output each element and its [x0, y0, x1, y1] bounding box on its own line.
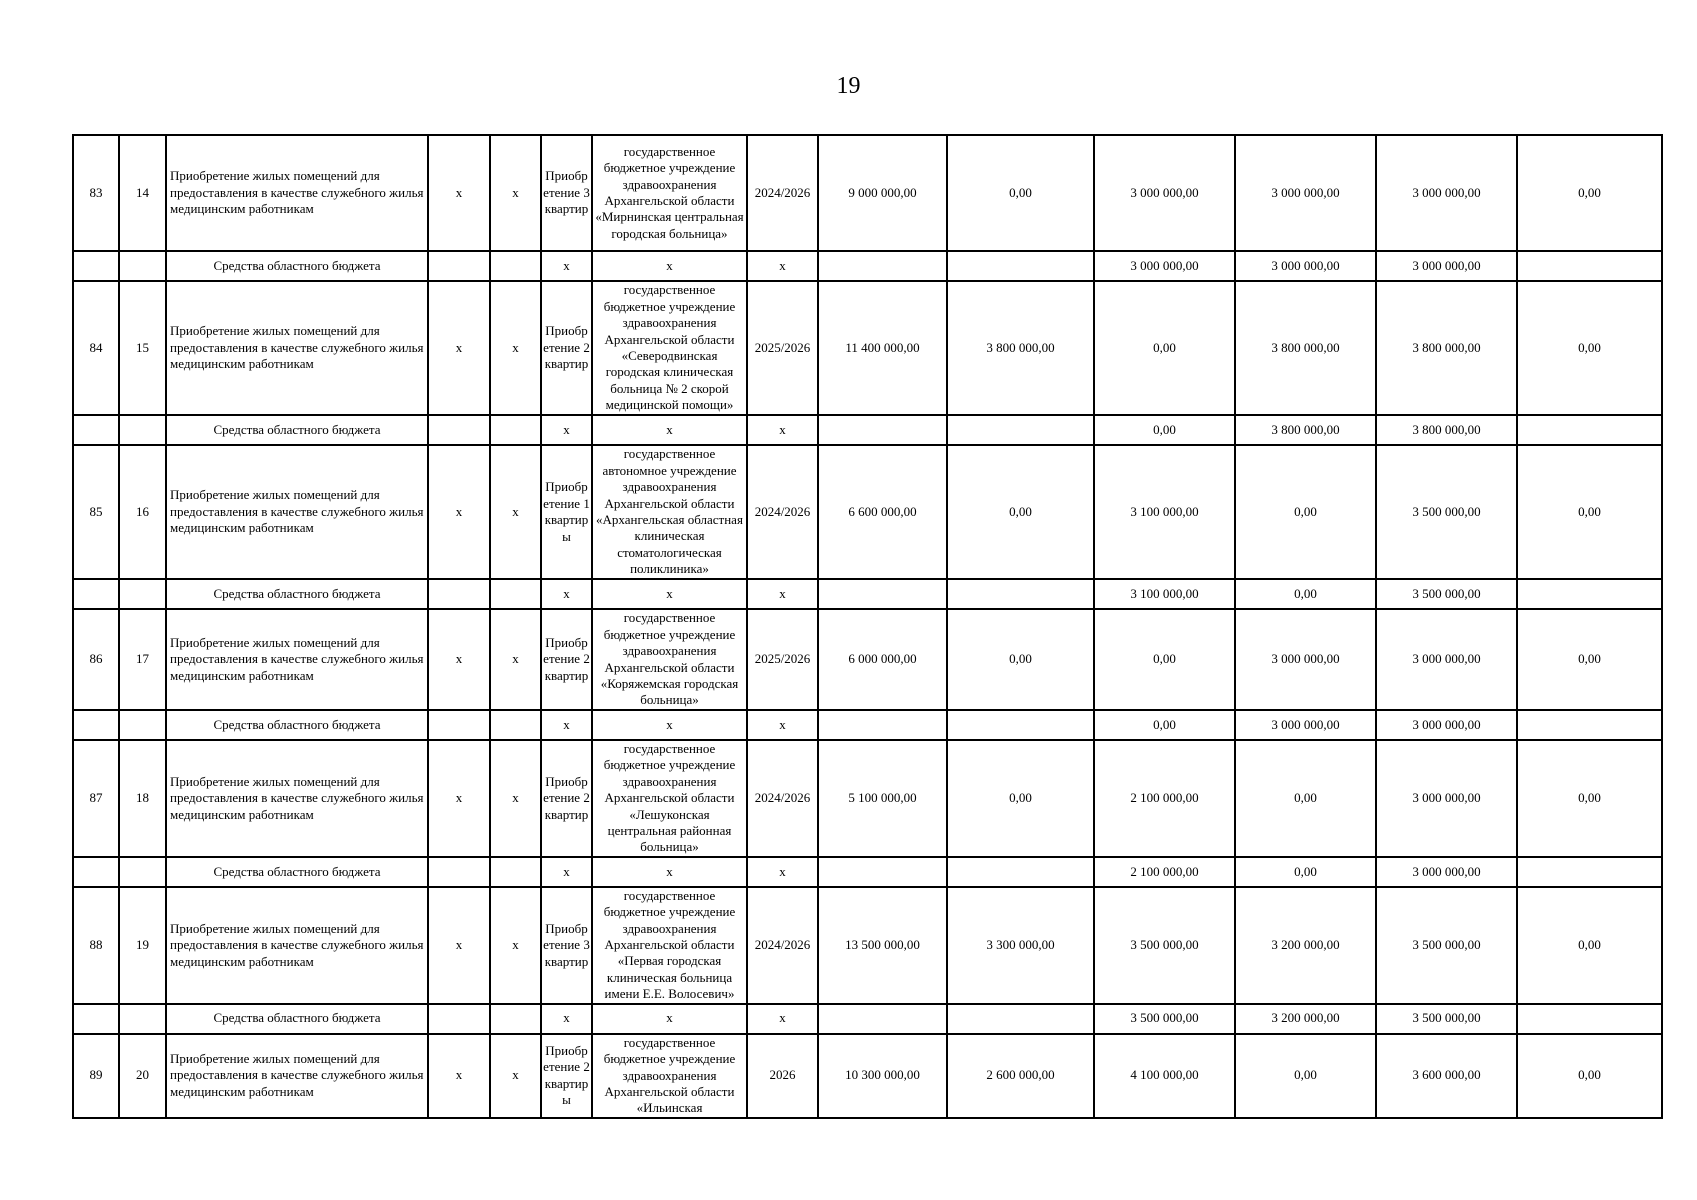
row-value-4: 3 800 000,00 [1376, 281, 1517, 415]
row-term: Приобретение 3 квартир [541, 887, 592, 1004]
row-value-5: 0,00 [1517, 609, 1662, 710]
table-row [73, 281, 1662, 415]
row-value-2: 2 100 000,00 [1094, 740, 1235, 857]
row-col4: х [490, 887, 541, 1004]
row-value-1: 3 800 000,00 [947, 281, 1094, 415]
subrow-value-2: 3 100 000,00 [1094, 579, 1235, 609]
row-organization: государственное бюджетное учреждение здравоохранения Архангельской области «Северодвинская городская клиническая больница № 2 скорой медицинской помощи» [592, 281, 747, 415]
subrow-value-3: 0,00 [1235, 857, 1376, 887]
row-name: Приобретение жилых помещений для предоставления в качестве служебного жилья медицинским работникам [166, 609, 428, 710]
row-years: 2024/2026 [747, 887, 818, 1004]
row-col4: х [490, 1034, 541, 1118]
row-years: 2026 [747, 1034, 818, 1118]
row-value-3: 3 000 000,00 [1235, 135, 1376, 251]
subrow-label: Средства областного бюджета [166, 579, 428, 609]
row-sub-number: 17 [119, 609, 166, 710]
row-col4: х [490, 609, 541, 710]
page-number: 19 [836, 73, 861, 99]
row-col4: х [490, 740, 541, 857]
row-organization: государственное бюджетное учреждение здравоохранения Архангельской области «Первая городская клиническая больница имени Е.Е. Волосевич» [592, 887, 747, 1004]
subrow-organization: х [592, 1004, 747, 1034]
row-total: 13 500 000,00 [818, 887, 947, 1004]
subrow-label: Средства областного бюджета [166, 710, 428, 740]
row-term: Приобретение 2 квартиры [541, 1034, 592, 1118]
row-number: 83 [73, 135, 119, 251]
row-value-4: 3 500 000,00 [1376, 887, 1517, 1004]
subrow-term: х [541, 251, 592, 281]
row-col3: х [428, 445, 490, 579]
row-col4: х [490, 135, 541, 251]
subrow-organization: х [592, 251, 747, 281]
subrow-label: Средства областного бюджета [166, 251, 428, 281]
subrow-term: х [541, 857, 592, 887]
table-row [73, 609, 1662, 710]
row-years: 2025/2026 [747, 281, 818, 415]
subrow-organization: х [592, 415, 747, 445]
program-table [72, 134, 1663, 1119]
row-value-2: 0,00 [1094, 281, 1235, 415]
row-total: 11 400 000,00 [818, 281, 947, 415]
subrow-value-2: 3 000 000,00 [1094, 251, 1235, 281]
subrow-value-2: 0,00 [1094, 415, 1235, 445]
row-value-5: 0,00 [1517, 1034, 1662, 1118]
table-row [73, 1034, 1662, 1118]
row-value-1: 3 300 000,00 [947, 887, 1094, 1004]
row-col4: х [490, 445, 541, 579]
row-value-1: 0,00 [947, 609, 1094, 710]
table-subrow [73, 710, 1662, 740]
row-value-3: 3 800 000,00 [1235, 281, 1376, 415]
row-organization: государственное бюджетное учреждение здравоохранения Архангельской области «Лешуконская центральная районная больница» [592, 740, 747, 857]
subrow-value-3: 0,00 [1235, 579, 1376, 609]
subrow-value-3: 3 200 000,00 [1235, 1004, 1376, 1034]
subrow-value-4: 3 000 000,00 [1376, 251, 1517, 281]
row-sub-number: 19 [119, 887, 166, 1004]
row-number: 89 [73, 1034, 119, 1118]
row-value-5: 0,00 [1517, 887, 1662, 1004]
row-name: Приобретение жилых помещений для предоставления в качестве служебного жилья медицинским работникам [166, 1034, 428, 1118]
subrow-value-3: 3 000 000,00 [1235, 710, 1376, 740]
row-years: 2024/2026 [747, 135, 818, 251]
row-number: 87 [73, 740, 119, 857]
row-total: 10 300 000,00 [818, 1034, 947, 1118]
table-subrow [73, 251, 1662, 281]
row-value-5: 0,00 [1517, 135, 1662, 251]
subrow-organization: х [592, 857, 747, 887]
row-col3: х [428, 609, 490, 710]
row-organization: государственное автономное учреждение здравоохранения Архангельской области «Архангельская областная клиническая стоматологическая поликлиника» [592, 445, 747, 579]
row-total: 6 600 000,00 [818, 445, 947, 579]
subrow-label: Средства областного бюджета [166, 857, 428, 887]
row-value-1: 0,00 [947, 445, 1094, 579]
subrow-organization: х [592, 710, 747, 740]
subrow-years: х [747, 415, 818, 445]
table-subrow [73, 857, 1662, 887]
row-value-1: 0,00 [947, 135, 1094, 251]
table-row [73, 135, 1662, 251]
subrow-value-4: 3 000 000,00 [1376, 710, 1517, 740]
row-term: Приобретение 2 квартир [541, 609, 592, 710]
subrow-term: х [541, 710, 592, 740]
table-subrow [73, 415, 1662, 445]
row-value-5: 0,00 [1517, 281, 1662, 415]
subrow-value-2: 0,00 [1094, 710, 1235, 740]
subrow-years: х [747, 579, 818, 609]
row-years: 2024/2026 [747, 445, 818, 579]
table-subrow [73, 579, 1662, 609]
row-name: Приобретение жилых помещений для предоставления в качестве служебного жилья медицинским работникам [166, 740, 428, 857]
row-years: 2024/2026 [747, 740, 818, 857]
row-sub-number: 18 [119, 740, 166, 857]
row-number: 86 [73, 609, 119, 710]
row-value-3: 0,00 [1235, 740, 1376, 857]
table-subrow [73, 1004, 1662, 1034]
subrow-value-4: 3 000 000,00 [1376, 857, 1517, 887]
row-term: Приобретение 3 квартир [541, 135, 592, 251]
row-organization: государственное бюджетное учреждение здравоохранения Архангельской области «Ильинская [592, 1034, 747, 1118]
row-value-4: 3 000 000,00 [1376, 609, 1517, 710]
row-value-3: 0,00 [1235, 1034, 1376, 1118]
row-value-2: 3 500 000,00 [1094, 887, 1235, 1004]
subrow-years: х [747, 251, 818, 281]
subrow-years: х [747, 710, 818, 740]
row-value-4: 3 000 000,00 [1376, 740, 1517, 857]
row-value-2: 0,00 [1094, 609, 1235, 710]
subrow-label: Средства областного бюджета [166, 1004, 428, 1034]
row-value-5: 0,00 [1517, 740, 1662, 857]
row-col4: х [490, 281, 541, 415]
row-value-3: 3 200 000,00 [1235, 887, 1376, 1004]
row-name: Приобретение жилых помещений для предоставления в качестве служебного жилья медицинским работникам [166, 887, 428, 1004]
row-col3: х [428, 740, 490, 857]
row-sub-number: 14 [119, 135, 166, 251]
row-total: 5 100 000,00 [818, 740, 947, 857]
subrow-term: х [541, 415, 592, 445]
row-years: 2025/2026 [747, 609, 818, 710]
row-value-5: 0,00 [1517, 445, 1662, 579]
row-sub-number: 20 [119, 1034, 166, 1118]
row-name: Приобретение жилых помещений для предоставления в качестве служебного жилья медицинским работникам [166, 281, 428, 415]
row-value-2: 3 100 000,00 [1094, 445, 1235, 579]
row-col3: х [428, 135, 490, 251]
subrow-value-4: 3 500 000,00 [1376, 1004, 1517, 1034]
row-sub-number: 15 [119, 281, 166, 415]
row-organization: государственное бюджетное учреждение здравоохранения Архангельской области «Мирнинская центральная городская больница» [592, 135, 747, 251]
row-value-1: 2 600 000,00 [947, 1034, 1094, 1118]
subrow-value-2: 3 500 000,00 [1094, 1004, 1235, 1034]
subrow-value-3: 3 800 000,00 [1235, 415, 1376, 445]
row-number: 85 [73, 445, 119, 579]
row-value-2: 4 100 000,00 [1094, 1034, 1235, 1118]
table-row [73, 445, 1662, 579]
row-value-4: 3 500 000,00 [1376, 445, 1517, 579]
subrow-years: х [747, 857, 818, 887]
row-value-4: 3 000 000,00 [1376, 135, 1517, 251]
subrow-term: х [541, 579, 592, 609]
row-value-3: 0,00 [1235, 445, 1376, 579]
table-row [73, 887, 1662, 1004]
row-value-1: 0,00 [947, 740, 1094, 857]
row-sub-number: 16 [119, 445, 166, 579]
row-name: Приобретение жилых помещений для предоставления в качестве служебного жилья медицинским работникам [166, 135, 428, 251]
row-name: Приобретение жилых помещений для предоставления в качестве служебного жилья медицинским работникам [166, 445, 428, 579]
table-row [73, 740, 1662, 857]
row-col3: х [428, 281, 490, 415]
subrow-years: х [747, 1004, 818, 1034]
subrow-label: Средства областного бюджета [166, 415, 428, 445]
subrow-term: х [541, 1004, 592, 1034]
subrow-value-3: 3 000 000,00 [1235, 251, 1376, 281]
row-term: Приобретение 2 квартир [541, 281, 592, 415]
subrow-value-4: 3 800 000,00 [1376, 415, 1517, 445]
row-total: 9 000 000,00 [818, 135, 947, 251]
row-number: 84 [73, 281, 119, 415]
row-organization: государственное бюджетное учреждение здравоохранения Архангельской области «Коряжемская городская больница» [592, 609, 747, 710]
row-term: Приобретение 1 квартиры [541, 445, 592, 579]
row-value-4: 3 600 000,00 [1376, 1034, 1517, 1118]
row-col3: х [428, 887, 490, 1004]
subrow-value-4: 3 500 000,00 [1376, 579, 1517, 609]
row-total: 6 000 000,00 [818, 609, 947, 710]
row-col3: х [428, 1034, 490, 1118]
row-value-3: 3 000 000,00 [1235, 609, 1376, 710]
row-term: Приобретение 2 квартир [541, 740, 592, 857]
row-value-2: 3 000 000,00 [1094, 135, 1235, 251]
subrow-value-2: 2 100 000,00 [1094, 857, 1235, 887]
row-number: 88 [73, 887, 119, 1004]
subrow-organization: х [592, 579, 747, 609]
